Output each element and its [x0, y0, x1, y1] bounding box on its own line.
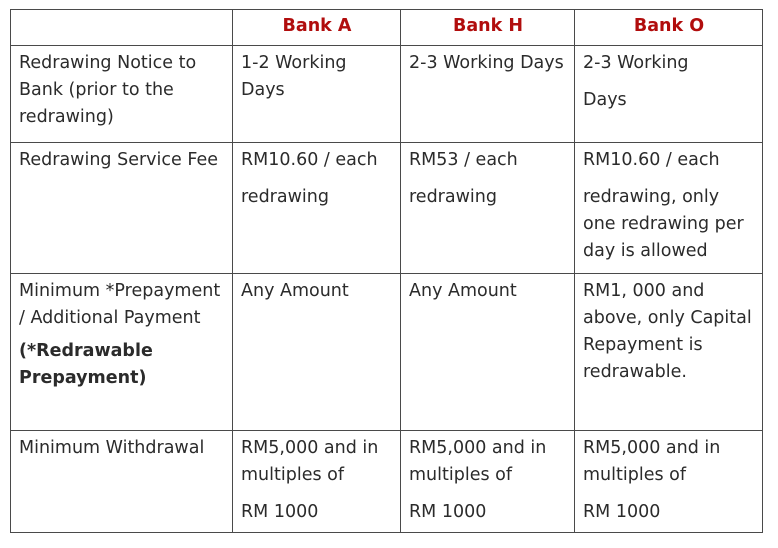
cell-text: Days: [583, 90, 627, 110]
table-row: [11, 143, 763, 274]
cell-text: redrawing: [409, 187, 497, 207]
table-row: [11, 46, 763, 143]
cell-bank-a: [233, 143, 401, 274]
header-bank-o: Bank O: [575, 10, 763, 46]
cell-text: RM53 / each: [409, 150, 518, 170]
comparison-table-container: [10, 9, 763, 533]
row-label-text: Minimum *Prepayment / Additional Payment: [19, 281, 221, 328]
cell-bank-o: [575, 46, 763, 143]
cell-bank-o: [575, 143, 763, 274]
cell-text: RM 1000: [241, 502, 319, 522]
cell-bank-h: 2-3 Working Days: [401, 46, 575, 143]
row-label: Redrawing Notice to Bank (prior to the redrawing): [11, 46, 233, 143]
cell-text: RM5,000 and in multiples of: [241, 438, 379, 485]
cell-text: RM 1000: [409, 502, 487, 522]
cell-text: RM5,000 and in multiples of: [409, 438, 547, 485]
table-row: [11, 431, 763, 533]
cell-text: RM10.60 / each: [583, 150, 720, 170]
cell-bank-a: [233, 431, 401, 533]
cell-text: redrawing, only one redrawing per day is allowed: [583, 187, 744, 261]
table-header-row: [11, 10, 763, 46]
cell-bank-h: [401, 143, 575, 274]
redraw-comparison-table: [10, 9, 763, 533]
cell-bank-o: RM1, 000 and above, only Capital Repayment is redrawable.: [575, 274, 763, 431]
header-empty-cell: [11, 10, 233, 46]
cell-text: RM 1000: [583, 502, 661, 522]
cell-text: RM10.60 / each: [241, 150, 378, 170]
row-label: [11, 274, 233, 431]
header-bank-a: Bank A: [233, 10, 401, 46]
cell-bank-a: Any Amount: [233, 274, 401, 431]
row-label: Redrawing Service Fee: [11, 143, 233, 274]
cell-text: redrawing: [241, 187, 329, 207]
cell-bank-h: [401, 431, 575, 533]
cell-bank-h: Any Amount: [401, 274, 575, 431]
cell-text: 2-3 Working: [583, 53, 689, 73]
table-row: [11, 274, 763, 431]
header-bank-h: Bank H: [401, 10, 575, 46]
cell-text: RM5,000 and in multiples of: [583, 438, 721, 485]
cell-bank-a: 1-2 Working Days: [233, 46, 401, 143]
row-label: Minimum Withdrawal: [11, 431, 233, 533]
cell-bank-o: [575, 431, 763, 533]
row-label-note: (*Redrawable Prepayment): [19, 341, 153, 388]
